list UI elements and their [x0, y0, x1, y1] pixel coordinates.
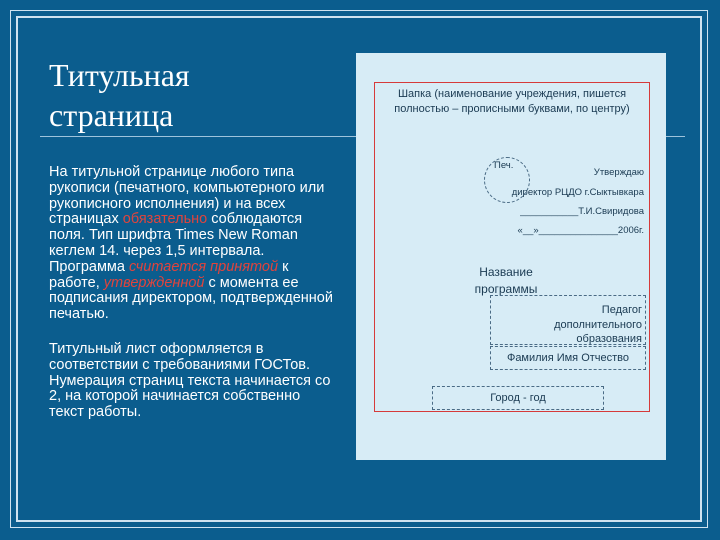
fio-text: Фамилия Имя Отчество: [506, 352, 630, 364]
slide-title-line2: страница: [49, 97, 174, 133]
highlight-accepted: считается принятой: [129, 258, 279, 275]
paragraph-gost: Титульный лист оформляется в соответствии с требованиями ГОСТов.: [49, 340, 311, 373]
doc-header-text: Шапка (наименование учреждения, пишется полностью – прописными буквами, по центру): [394, 88, 630, 115]
slide-title: [49, 55, 329, 135]
program-name: Название программы: [474, 265, 538, 296]
paragraph-numbering: Нумерация страниц текста начинается со 2, на которой начинается собственно текст работы.: [49, 372, 331, 421]
text-span: соблюдаются поля. Тип шрифта Times New Roman кеглем 14. через 1,5 интервала.: [49, 211, 303, 259]
approve-text: Утверждаю: [593, 167, 644, 178]
signature-line: ___________Т.И.Свиридова: [520, 206, 644, 217]
text-span: Программа: [49, 258, 129, 275]
text-span: к работе,: [49, 258, 289, 291]
director-text: директор РЦДО г.Сыктывкара: [511, 187, 644, 198]
paragraph-fields: [49, 165, 339, 260]
text-span: с момента ее подписания директором, подтвержденной печатью.: [49, 274, 333, 323]
date-line: «__»_______________2006г.: [517, 225, 644, 236]
slide-title-line1: Титульная: [49, 57, 190, 93]
title-page-sample: [356, 53, 666, 460]
text-span: На титульной странице любого типа рукописи (печатного, компьютерного или рукописного исполнения) и на всех страницах: [49, 164, 325, 228]
city-year-text: Город - год: [490, 392, 546, 404]
stamp-label: Печ.: [494, 160, 514, 171]
paragraph-program: [49, 260, 339, 323]
slide-body: [49, 165, 339, 421]
highlight-required: обязательно: [122, 211, 208, 228]
highlight-approved: утвержденной: [103, 274, 205, 291]
teacher-text: Педагог дополнительного образования: [554, 304, 642, 345]
paragraph-gap: [49, 323, 339, 342]
